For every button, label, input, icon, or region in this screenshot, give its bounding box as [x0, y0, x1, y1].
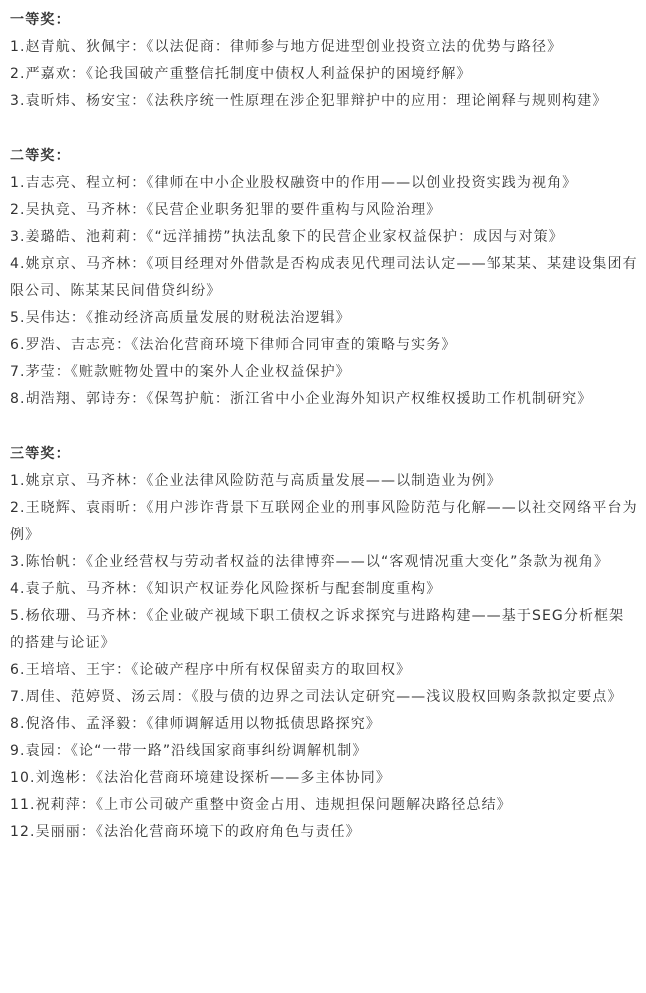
item-authors: 袁子航、马齐林： [25, 581, 147, 597]
list-item [10, 61, 638, 88]
item-number: 8. [10, 391, 26, 407]
item-title: 《以法促商：律师参与地方促进型创业投资立法的优势与路径》 [146, 39, 563, 55]
list-item [10, 468, 638, 495]
item-number: 12. [10, 824, 36, 840]
list-item [10, 738, 638, 765]
item-authors: 杨依珊、马齐林： [25, 608, 147, 624]
item-title: 《知识产权证券化风险探析与配套制度重构》 [146, 581, 442, 597]
item-authors: 吴伟达： [25, 310, 86, 326]
award-list [10, 7, 640, 846]
list-item [10, 657, 638, 684]
list-item [10, 386, 638, 413]
item-authors: 吉志亮、程立柯： [25, 175, 147, 191]
item-number: 5. [10, 608, 26, 624]
item-title: 《律师调解适用以物抵债思路探究》 [146, 716, 381, 732]
item-number: 4. [10, 256, 26, 272]
item-title: 《律师在中小企业股权融资中的作用——以创业投资实践为视角》 [146, 175, 578, 191]
item-number: 2. [10, 500, 26, 516]
section-heading: 一等奖： [10, 12, 71, 28]
item-title: 《赃款赃物处置中的案外人企业权益保护》 [70, 364, 351, 380]
list-item [10, 603, 638, 657]
item-number: 7. [10, 689, 26, 705]
list-item [10, 88, 638, 115]
item-title: 《保驾护航：浙江省中小企业海外知识产权维权援助工作机制研究》 [146, 391, 593, 407]
item-title: 《论“一带一路”沿线国家商事纠纷调解机制》 [70, 743, 368, 759]
item-number: 6. [10, 337, 26, 353]
list-item [10, 224, 638, 251]
item-authors: 茅莹： [25, 364, 71, 380]
item-title: 《用户涉诈背景下互联网企业的刑事风险防范与化解——以社交网络平台为例》 [10, 500, 638, 543]
item-authors: 王晓辉、袁雨昕： [25, 500, 147, 516]
item-number: 2. [10, 66, 26, 82]
item-number: 4. [10, 581, 26, 597]
item-authors: 陈怡帆： [25, 554, 86, 570]
item-title: 《论我国破产重整信托制度中债权人利益保护的困境纾解》 [85, 66, 472, 82]
item-title: 《股与债的边界之司法认定研究——浅议股权回购条款拟定要点》 [191, 689, 623, 705]
item-authors: 祝莉萍： [35, 797, 96, 813]
item-authors: 严嘉欢： [25, 66, 86, 82]
list-item [10, 576, 638, 603]
item-title: 《论破产程序中所有权保留卖方的取回权》 [131, 662, 412, 678]
item-authors: 姚京京、马齐林： [25, 473, 147, 489]
list-item [10, 197, 638, 224]
list-item [10, 359, 638, 386]
item-title: 《项目经理对外借款是否构成表见代理司法认定——邹某某、某建设集团有限公司、陈某某民间借贷纠纷》 [10, 256, 638, 299]
item-title: 《上市公司破产重整中资金占用、违规担保问题解决路径总结》 [95, 797, 512, 813]
list-item [10, 495, 638, 549]
list-item [10, 711, 638, 738]
section-heading: 二等奖： [10, 148, 71, 164]
list-item [10, 765, 638, 792]
item-title: 《“远洋捕捞”执法乱象下的民营企业家权益保护：成因与对策》 [146, 229, 564, 245]
item-number: 10. [10, 770, 36, 786]
list-item [10, 792, 638, 819]
item-authors: 姜璐皓、池莉莉： [25, 229, 147, 245]
second-prize-section [10, 143, 640, 413]
item-authors: 刘逸彬： [35, 770, 96, 786]
item-title: 《企业法律风险防范与高质量发展——以制造业为例》 [146, 473, 502, 489]
item-title: 《企业破产视域下职工债权之诉求探究与进路构建——基于SEG分析框架的搭建与论证》 [10, 608, 625, 651]
list-item [10, 170, 638, 197]
list-item [10, 549, 638, 576]
item-title: 《法治化营商环境下律师合同审查的策略与实务》 [131, 337, 457, 353]
list-item [10, 34, 638, 61]
item-number: 8. [10, 716, 26, 732]
list-item [10, 819, 638, 846]
item-title: 《推动经济高质量发展的财税法治逻辑》 [85, 310, 351, 326]
item-number: 3. [10, 554, 26, 570]
first-prize-section [10, 7, 640, 115]
item-title: 《法治化营商环境建设探析——多主体协同》 [95, 770, 391, 786]
item-number: 3. [10, 229, 26, 245]
list-item [10, 251, 638, 305]
item-title: 《法治化营商环境下的政府角色与责任》 [95, 824, 361, 840]
item-authors: 罗浩、吉志亮： [25, 337, 132, 353]
item-authors: 袁园： [25, 743, 71, 759]
item-number: 6. [10, 662, 26, 678]
item-authors: 周佳、范婷贤、汤云周： [25, 689, 192, 705]
item-authors: 吴执竞、马齐林： [25, 202, 147, 218]
item-authors: 胡浩翔、郭诗夯： [25, 391, 147, 407]
third-prize-section [10, 441, 640, 846]
item-title: 《民营企业职务犯罪的要件重构与风险治理》 [146, 202, 442, 218]
item-authors: 吴丽丽： [35, 824, 96, 840]
item-number: 1. [10, 175, 26, 191]
item-number: 2. [10, 202, 26, 218]
item-number: 7. [10, 364, 26, 380]
item-authors: 倪洛伟、孟泽毅： [25, 716, 147, 732]
item-number: 11. [10, 797, 36, 813]
item-number: 9. [10, 743, 26, 759]
item-authors: 姚京京、马齐林： [25, 256, 147, 272]
item-title: 《企业经营权与劳动者权益的法律博弈——以“客观情况重大变化”条款为视角》 [85, 554, 610, 570]
list-item [10, 305, 638, 332]
item-number: 5. [10, 310, 26, 326]
item-authors: 赵青航、狄佩宇： [25, 39, 147, 55]
item-number: 3. [10, 93, 26, 109]
item-authors: 袁昕炜、杨安宝： [25, 93, 147, 109]
list-item [10, 684, 638, 711]
item-number: 1. [10, 39, 26, 55]
item-authors: 王培培、王宇： [25, 662, 132, 678]
item-number: 1. [10, 473, 26, 489]
item-title: 《法秩序统一性原理在涉企犯罪辩护中的应用：理论阐释与规则构建》 [146, 93, 608, 109]
section-heading: 三等奖： [10, 446, 71, 462]
list-item [10, 332, 638, 359]
